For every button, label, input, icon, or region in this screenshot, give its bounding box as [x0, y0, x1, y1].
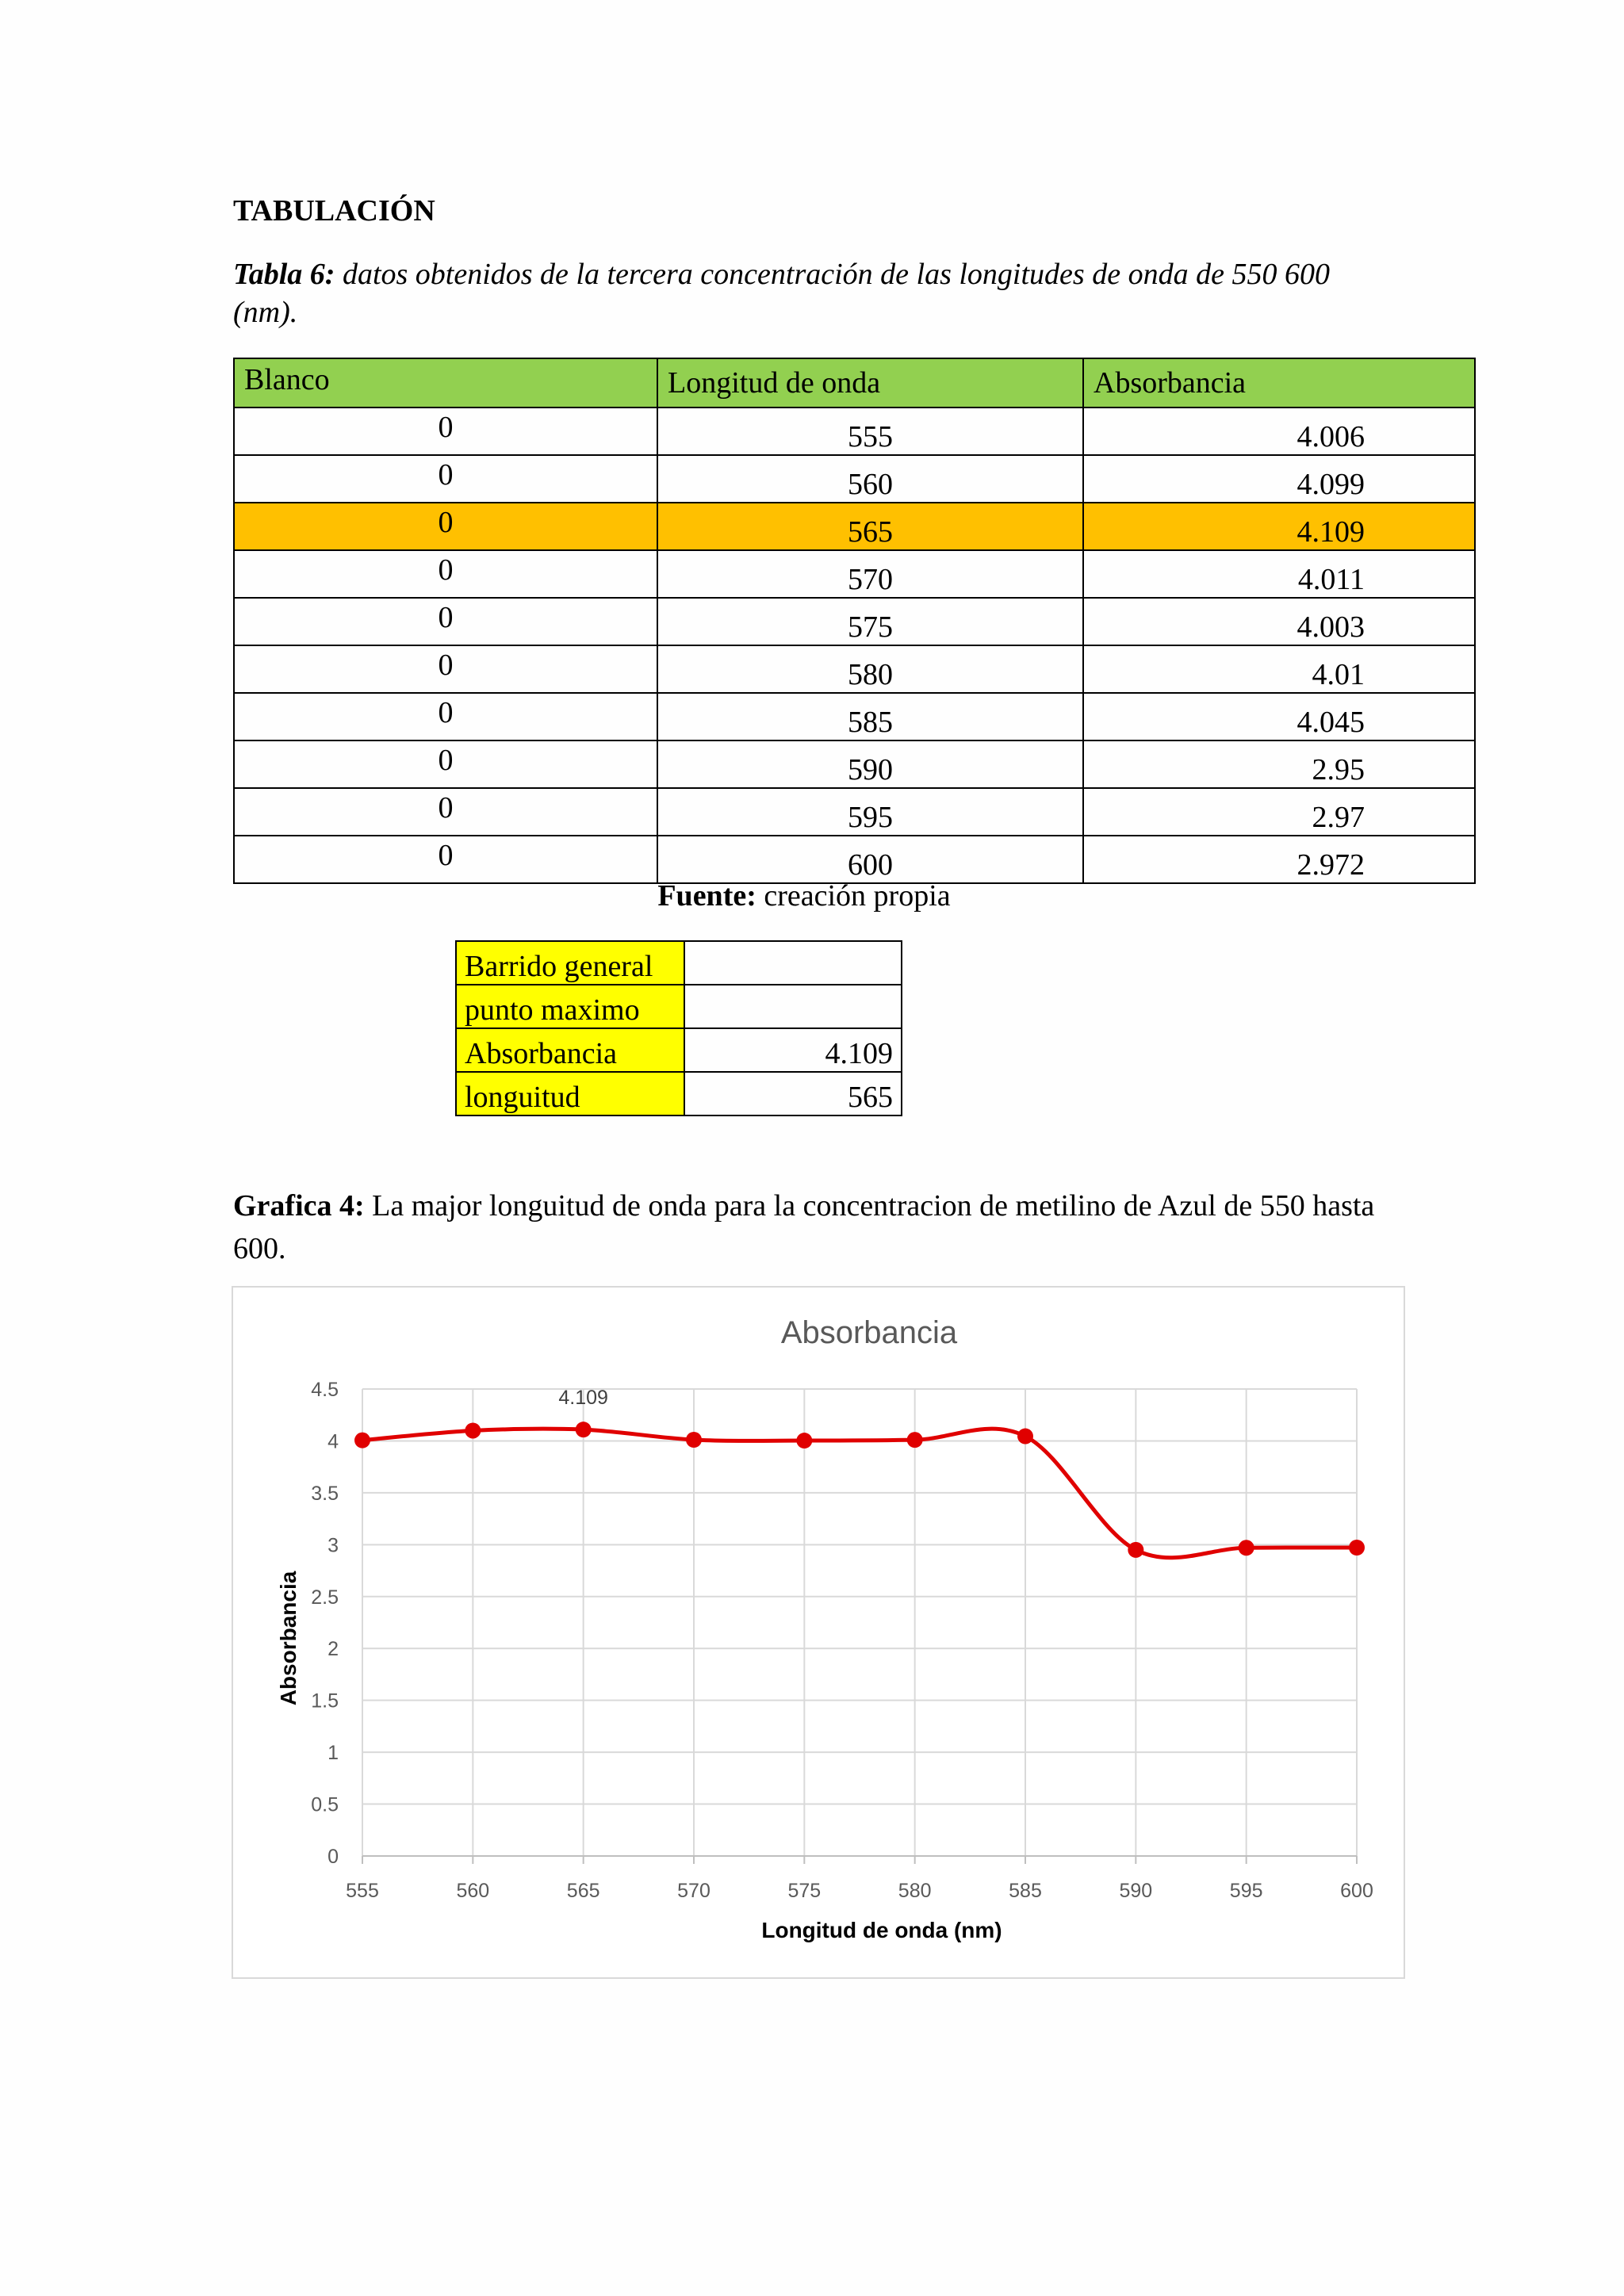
chart-container [232, 1286, 1405, 1979]
table-cell: 4.011 [1083, 550, 1475, 598]
summary-key: Absorbancia [456, 1028, 684, 1072]
table-cell: 575 [657, 598, 1083, 645]
y-tick-label: 0.5 [311, 1793, 339, 1816]
line-chart [233, 1288, 1404, 1977]
table-row [234, 693, 1475, 740]
table-cell: 565 [657, 503, 1083, 550]
table-row [234, 455, 1475, 503]
table-cell: 0 [234, 788, 657, 836]
summary-table [455, 940, 902, 1116]
table-cell: 590 [657, 740, 1083, 788]
table-header-cell: Longitud de onda [657, 358, 1083, 408]
table-header-row [234, 358, 1475, 408]
chart-caption-label: Grafica 4: [233, 1189, 365, 1223]
data-point [576, 1422, 592, 1437]
summary-value [684, 985, 902, 1028]
data-point [686, 1432, 702, 1448]
summary-row [456, 941, 902, 985]
table-row [234, 645, 1475, 693]
table-cell: 4.01 [1083, 645, 1475, 693]
y-tick-label: 3 [327, 1534, 339, 1557]
data-point [907, 1432, 923, 1448]
source-label: Fuente: [657, 879, 756, 913]
y-tick-label: 2 [327, 1638, 339, 1661]
table-cell: 2.972 [1083, 836, 1475, 883]
table-cell: 600 [657, 836, 1083, 883]
table-cell: 555 [657, 408, 1083, 455]
table-cell: 4.109 [1083, 503, 1475, 550]
data-point [796, 1433, 812, 1448]
chart-caption-text: La major longuitud de onda para la concentracion de metilino de Azul de 550 hasta 600. [233, 1189, 1375, 1265]
table-header-cell: Blanco [234, 358, 657, 408]
y-tick-label: 1.5 [311, 1689, 339, 1712]
y-tick-label: 3.5 [311, 1482, 339, 1505]
summary-key: Barrido general [456, 941, 684, 985]
source-note [233, 878, 1375, 913]
table-row [234, 836, 1475, 883]
table-caption [233, 255, 1399, 331]
summary-value: 565 [684, 1072, 902, 1115]
table-cell: 0 [234, 645, 657, 693]
x-tick-label: 575 [787, 1880, 822, 1902]
summary-value [684, 941, 902, 985]
table-cell: 570 [657, 550, 1083, 598]
table-cell: 0 [234, 693, 657, 740]
x-tick-label: 600 [1340, 1880, 1373, 1902]
table-row-highlighted [234, 503, 1475, 550]
table-cell: 0 [234, 408, 657, 455]
table-cell: 595 [657, 788, 1083, 836]
x-tick-label: 570 [677, 1880, 710, 1902]
y-tick-label: 1 [327, 1742, 339, 1765]
x-tick-label: 555 [346, 1880, 379, 1902]
source-text: creación propia [756, 879, 951, 913]
chart-caption [233, 1184, 1407, 1270]
table-cell: 0 [234, 598, 657, 645]
x-tick-label: 580 [898, 1880, 932, 1902]
x-tick-label: 585 [1009, 1880, 1042, 1902]
table-cell: 0 [234, 455, 657, 503]
table-row [234, 788, 1475, 836]
table-cell: 580 [657, 645, 1083, 693]
x-tick-label: 560 [456, 1880, 490, 1902]
table-cell: 4.006 [1083, 408, 1475, 455]
table-cell: 0 [234, 503, 657, 550]
x-tick-label: 595 [1229, 1880, 1263, 1902]
table-cell: 4.003 [1083, 598, 1475, 645]
y-tick-label: 4 [327, 1430, 339, 1453]
table-cell: 0 [234, 836, 657, 883]
table-cell: 0 [234, 740, 657, 788]
data-point [1239, 1540, 1254, 1556]
table-cell: 2.97 [1083, 788, 1475, 836]
table-row [234, 598, 1475, 645]
x-tick-label: 590 [1119, 1880, 1153, 1902]
y-axis-label: Absorbancia [276, 1571, 301, 1706]
table-header-cell: Absorbancia [1083, 358, 1475, 408]
summary-row [456, 985, 902, 1028]
table-cell: 4.045 [1083, 693, 1475, 740]
table-cell: 585 [657, 693, 1083, 740]
table-caption-text: datos obtenidos de la tercera concentración de las longitudes de onda de 550 600 (nm). [233, 258, 1330, 329]
chart-title: Absorbancia [780, 1315, 958, 1350]
table-row [234, 550, 1475, 598]
table-row [234, 740, 1475, 788]
data-table [233, 358, 1476, 884]
summary-row [456, 1072, 902, 1115]
y-tick-label: 0 [327, 1846, 339, 1868]
summary-row [456, 1028, 902, 1072]
data-point [1349, 1540, 1365, 1556]
table-cell: 2.95 [1083, 740, 1475, 788]
summary-key: punto maximo [456, 985, 684, 1028]
table-caption-label: Tabla 6: [233, 258, 335, 291]
summary-key: longuitud [456, 1072, 684, 1115]
table-row [234, 408, 1475, 455]
summary-value: 4.109 [684, 1028, 902, 1072]
data-point [1128, 1542, 1143, 1558]
table-cell: 560 [657, 455, 1083, 503]
x-tick-label: 565 [566, 1880, 600, 1902]
data-point [1017, 1429, 1033, 1445]
y-tick-label: 2.5 [311, 1586, 339, 1609]
table-cell: 0 [234, 550, 657, 598]
data-point [354, 1433, 370, 1448]
x-axis-label: Longitud de onda (nm) [761, 1918, 1002, 1942]
data-label: 4.109 [558, 1387, 608, 1410]
data-point [465, 1422, 481, 1438]
section-heading: TABULACIÓN [233, 194, 435, 228]
y-tick-label: 4.5 [311, 1379, 339, 1401]
table-cell: 4.099 [1083, 455, 1475, 503]
